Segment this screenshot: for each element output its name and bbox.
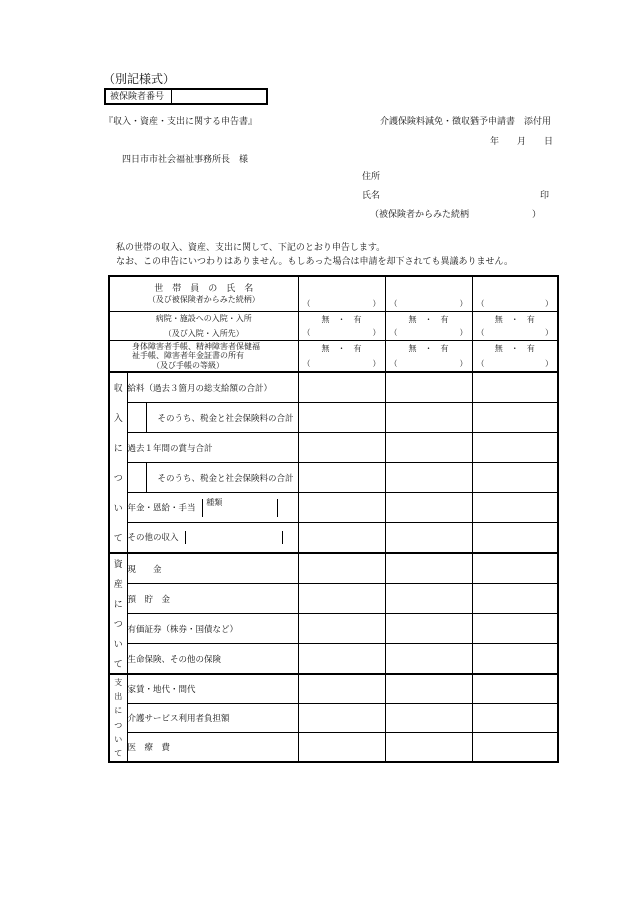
income-item-pension: 年金・恩給・手当 種類 <box>127 493 298 523</box>
income-cell[interactable] <box>472 463 558 493</box>
addressee: 四日市市社会福祉事務所長 様 <box>122 155 249 165</box>
relation-close: ） <box>532 210 542 220</box>
income-item-other: その他の収入 <box>127 523 298 554</box>
page-title: （別記様式） <box>103 72 176 86</box>
income-cell[interactable] <box>385 372 472 403</box>
expense-cell[interactable] <box>298 733 385 763</box>
asset-cell[interactable] <box>472 553 558 584</box>
date-line[interactable]: 年 月 日 <box>490 137 554 147</box>
member-name-row <box>109 276 558 312</box>
expense-cell[interactable] <box>472 733 558 763</box>
asset-cell[interactable] <box>385 614 472 644</box>
income-cell[interactable] <box>298 403 385 433</box>
expense-cell[interactable] <box>385 704 472 733</box>
income-row <box>109 493 558 523</box>
declaration-table <box>108 275 559 763</box>
income-cell[interactable] <box>385 433 472 463</box>
handbook-header: 身体障害者手帳、精神障害者保健福 祉手帳、障害者年金証書の所有 （及び手帳の等級） <box>109 341 298 373</box>
seal-label: 印 <box>540 191 550 201</box>
expense-item-rent: 家賃・地代・間代 <box>127 674 298 704</box>
income-cell[interactable] <box>385 523 472 554</box>
handbook-cell[interactable]: 無 ・ 有 （ ） <box>298 341 385 373</box>
income-cell[interactable] <box>472 433 558 463</box>
member-name-header: 世 帯 員 の 氏 名 （及び被保険者からみた続柄） <box>109 276 298 312</box>
member-name-cell[interactable]: （ ） <box>472 276 558 312</box>
expense-cell[interactable] <box>298 674 385 704</box>
declaration-line-2: なお、この申告にいつわりはありません。もしあった場合は申請を却下されても異議ありません。 <box>116 257 513 267</box>
member-name-cell[interactable]: （ ） <box>298 276 385 312</box>
income-cell[interactable] <box>298 372 385 403</box>
expense-cell[interactable] <box>298 704 385 733</box>
asset-row <box>109 584 558 614</box>
insured-number-label: 被保険者番号 <box>106 90 172 103</box>
asset-item-cash: 現 金 <box>127 553 298 584</box>
asset-item-insurance: 生命保険、その他の保険 <box>127 644 298 675</box>
asset-cell[interactable] <box>298 584 385 614</box>
income-cell[interactable] <box>385 463 472 493</box>
asset-cell[interactable] <box>385 584 472 614</box>
name-label: 氏名 <box>362 191 381 201</box>
handbook-cell[interactable]: 無 ・ 有 （ ） <box>472 341 558 373</box>
income-cell[interactable] <box>472 493 558 523</box>
expense-item-medical: 医 療 費 <box>127 733 298 763</box>
income-row <box>109 403 558 433</box>
facility-cell[interactable]: 無 ・ 有 （ ） <box>385 312 472 341</box>
facility-cell[interactable]: 無 ・ 有 （ ） <box>298 312 385 341</box>
insured-number-box <box>104 88 268 105</box>
income-item-bonus-tax: そのうち、税金と社会保険料の合計 <box>127 463 298 493</box>
income-row <box>109 463 558 493</box>
asset-cell[interactable] <box>385 644 472 675</box>
income-cell[interactable] <box>472 372 558 403</box>
expense-row <box>109 704 558 733</box>
asset-row <box>109 644 558 675</box>
asset-cell[interactable] <box>472 644 558 675</box>
income-cell[interactable] <box>385 493 472 523</box>
income-section-label: 収 入 に つ い て <box>109 372 127 553</box>
expense-section-label: 支 出 に つ い て <box>109 674 127 762</box>
other-income-bracket[interactable] <box>185 531 283 544</box>
pension-type-bracket[interactable]: 種類 <box>202 499 278 517</box>
asset-item-securities: 有価証券（株券・国債など） <box>127 614 298 644</box>
asset-cell[interactable] <box>472 614 558 644</box>
member-name-cell[interactable]: （ ） <box>385 276 472 312</box>
assets-section-label: 資 産 に つ い て <box>109 553 127 674</box>
facility-cell[interactable]: 無 ・ 有 （ ） <box>472 312 558 341</box>
income-row <box>109 372 558 403</box>
asset-row <box>109 553 558 584</box>
asset-item-savings: 預 貯 金 <box>127 584 298 614</box>
relation-label: （被保険者からみた続柄 <box>370 210 470 220</box>
address-label: 住所 <box>362 172 381 182</box>
handbook-row <box>109 341 558 373</box>
facility-header: 病院・施設への入院・入所 （及び入院・入所先） <box>109 312 298 341</box>
income-cell[interactable] <box>298 463 385 493</box>
income-cell[interactable] <box>298 433 385 463</box>
income-row <box>109 523 558 554</box>
asset-cell[interactable] <box>472 584 558 614</box>
expense-cell[interactable] <box>385 674 472 704</box>
income-cell[interactable] <box>472 403 558 433</box>
insured-number-field[interactable] <box>172 90 266 103</box>
expense-row <box>109 674 558 704</box>
income-cell[interactable] <box>385 403 472 433</box>
income-row <box>109 433 558 463</box>
income-item-bonus: 過去１年間の賞与合計 <box>127 433 298 463</box>
asset-cell[interactable] <box>298 614 385 644</box>
declaration-line-1: 私の世帯の収入、資産、支出に関して、下記のとおり申告します。 <box>116 243 386 253</box>
asset-cell[interactable] <box>298 644 385 675</box>
expense-cell[interactable] <box>385 733 472 763</box>
asset-cell[interactable] <box>298 553 385 584</box>
facility-row <box>109 312 558 341</box>
asset-cell[interactable] <box>385 553 472 584</box>
attachment-note: 介護保険料減免・徴収猶予申請書 添付用 <box>380 117 552 127</box>
form-name: 『収入・資産・支出に関する申告書』 <box>104 117 258 127</box>
expense-item-care: 介護サービス利用者負担額 <box>127 704 298 733</box>
income-item-salary: 給料（過去３箇月の総支給額の合計） <box>127 372 298 403</box>
income-cell[interactable] <box>298 523 385 554</box>
expense-row <box>109 733 558 763</box>
expense-cell[interactable] <box>472 704 558 733</box>
income-cell[interactable] <box>472 523 558 554</box>
income-cell[interactable] <box>298 493 385 523</box>
handbook-cell[interactable]: 無 ・ 有 （ ） <box>385 341 472 373</box>
expense-cell[interactable] <box>472 674 558 704</box>
asset-row <box>109 614 558 644</box>
income-item-salary-tax: そのうち、税金と社会保険料の合計 <box>127 403 298 433</box>
